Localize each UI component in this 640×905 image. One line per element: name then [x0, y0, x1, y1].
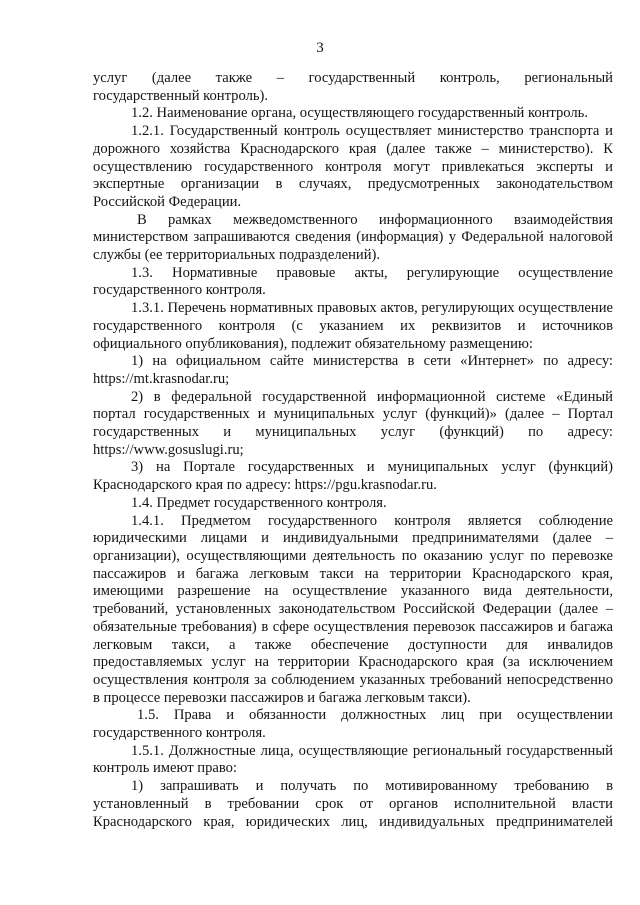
paragraph-interagency: В рамках межведомственного информационного взаимодействия министерством запрашиваются сведения (информация) у Федеральной налоговой службы (ее территориальных подразделений). — [93, 211, 613, 264]
paragraph-continuation-end: государственный контроль). — [93, 87, 269, 104]
section-heading-1-3: 1.3. Нормативные правовые акты, регулирующие осуществление государственного контроля. — [93, 264, 613, 299]
list-item-2: 2) в федеральной государственной информационной системе «Единый портал государственных и муниципальных услуг (функций)» (далее – Портал государственных и муниципальных услуг (функций) по адресу: https://www.gosuslugi.ru; — [93, 388, 613, 458]
paragraph-1-5-1: 1.5.1. Должностные лица, осуществляющие региональный государственный контроль имеют право: — [93, 742, 613, 777]
list-item-rights-1: 1) запрашивать и получать по мотивированному требованию в установленный в требовании срок от органов исполнительной власти Краснодарского края, юридических лиц, индивидуальных предпринимателей — [93, 778, 613, 830]
paragraph-1-2-1: 1.2.1. Государственный контроль осуществляет министерство транспорта и дорожного хозяйства Краснодарского края (далее также – министерство). К осуществлению государственного контроля могут привлекаться эксперты и экспертные организации в случаях, предусмотренных законодательством Российской Федерации. — [93, 123, 613, 210]
section-heading-1-4: 1.4. Предмет государственного контроля. — [131, 494, 387, 511]
list-item-3: 3) на Портале государственных и муниципальных услуг (функций) Краснодарского края по адресу: https://pgu.krasnodar.ru. — [93, 459, 613, 494]
section-heading-1-2: 1.2. Наименование органа, осуществляющего государственный контроль. — [131, 105, 588, 122]
section-heading-1-5: 1.5. Права и обязанности должностных лиц при осуществлении государственного контроля. — [93, 707, 613, 742]
document-body — [93, 70, 613, 831]
paragraph-continuation: услуг (далее также – государственный контроль, региональный — [93, 70, 613, 86]
paragraph-1-4-1: 1.4.1. Предметом государственного контроля является соблюдение юридическими лицами и индивидуальными предпринимателями (далее – организации), осуществляющими деятельность по оказанию услуг по перевозке пассажиров и багажа легковым такси на территории Краснодарского края, имеющими разрешение на осуществление указанного вида деятельности, требований, установленных законодательством Российской Федерации (далее – обязательные требования) в сфере осуществления перевозок пассажиров и багажа легковым такси, а также обеспечение доступности для инвалидов предоставляемых услуг на территории Краснодарского края (за исключением осуществления контроля за соблюдением указанных требований непосредственно в процессе перевозки пассажиров и багажа легковым такси). — [93, 512, 613, 706]
paragraph-1-3-1: 1.3.1. Перечень нормативных правовых актов, регулирующих осуществление государственного контроля (с указанием их реквизитов и источников официального опубликования), подлежит обязательному размещению: — [93, 300, 613, 352]
list-item-1: 1) на официальном сайте министерства в сети «Интернет» по адресу: https://mt.krasnodar.ru; — [93, 353, 613, 387]
page-number: 3 — [316, 40, 324, 56]
